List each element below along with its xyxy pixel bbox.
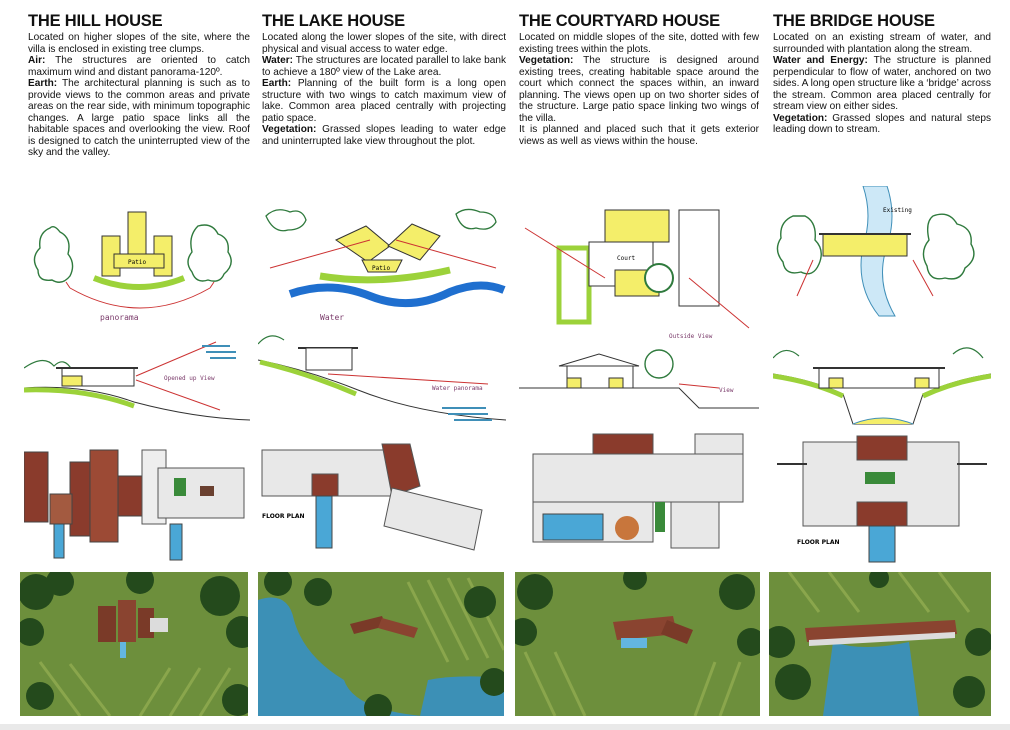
intro-text: Located along the lower slopes of the site, with direct physical and visual access to water edge.: [262, 32, 506, 55]
section-text: The structures are located parallel to lake bank to achieve a 180º view of the Lake area.: [262, 55, 506, 78]
hill-floor-plans: [24, 428, 250, 564]
house-description: [519, 32, 759, 147]
section-label: Vegetation:: [773, 112, 828, 124]
courtyard-aerial-render: [515, 572, 760, 716]
intro-text: Located on an existing stream of water, and surrounded with plantation along the stream.: [773, 32, 991, 55]
house-title: THE HILL HOUSE: [28, 12, 163, 30]
hill-aerial-render: [20, 572, 248, 716]
sketch-label-outside: Outside View: [669, 333, 713, 340]
sketch-label-patio: Patio: [372, 265, 391, 272]
lake-section-sketch: [258, 320, 506, 426]
house-description: [262, 32, 506, 147]
section-label: Earth:: [28, 78, 58, 90]
page-footer-band: [0, 724, 1010, 730]
courtyard-floor-plan: [519, 432, 759, 556]
sketch-label-view: View: [719, 387, 734, 394]
section-label: Water and Energy:: [773, 55, 868, 67]
courtyard-section-sketch: [519, 344, 759, 426]
lake-aerial-render: [258, 572, 504, 716]
section-text: The structures are oriented to catch maximum wind and distant panorama-120º.: [28, 55, 250, 78]
house-title: THE BRIDGE HOUSE: [773, 12, 935, 30]
section-label: Water:: [262, 55, 294, 67]
sketch-label-patio: Patio: [128, 259, 147, 266]
sketch-label-existing: Existing: [883, 207, 912, 214]
house-description: [773, 32, 991, 136]
section-label: Earth:: [262, 78, 292, 90]
section-label: Air:: [28, 55, 46, 67]
section-text: It is planned and placed such that it gets exterior views as well as views within the house.: [519, 124, 759, 147]
bridge-floor-plan: [773, 434, 991, 566]
house-description: [28, 32, 250, 159]
bridge-aerial-render: [769, 572, 991, 716]
house-title: THE COURTYARD HOUSE: [519, 12, 720, 30]
section-label: Vegetation:: [262, 124, 317, 136]
section-text: The structure is designed around existing trees, creating habitable space around the court which connect the spaces within, an inward planning. The views open up on two shorter sides of the structure. Large patio space linking two wings of the villa.: [519, 55, 759, 124]
hill-section-sketch: [24, 328, 250, 424]
sketch-label-panorama: panorama: [100, 313, 139, 322]
section-label: Vegetation:: [519, 55, 574, 67]
section-text: Grassed slopes leading to water edge and uninterrupted lake view throughout the plot.: [262, 124, 506, 147]
section-text: The architectural planning is such as to provide views to the common areas and private areas on the rear side, with minimum topographic changes. A large patio space links all the habitable spaces and overlooking the view. Roof is designed to catch the uninterrupted view of the sky and the valley.: [28, 78, 250, 159]
lake-concept-sketch: [260, 198, 506, 326]
hill-concept-sketch: [30, 198, 250, 326]
house-title: THE LAKE HOUSE: [262, 12, 405, 30]
bridge-section-sketch: [773, 334, 991, 426]
lake-floor-plan: [258, 438, 506, 556]
floor-plan-label: FLOOR PLAN: [797, 539, 840, 546]
section-text: Grassed slopes and natural steps leading down to stream.: [773, 112, 991, 136]
intro-text: Located on higher slopes of the site, where the villa is enclosed in existing tree clumps.: [28, 32, 250, 55]
sketch-label-view: Opened up View: [164, 375, 215, 382]
sketch-label-water: Water: [320, 313, 345, 322]
section-text: The structure is planned perpendicular to flow of water, anchored on two sides. A long open structure like a ‘bridge’ across the stream. Common area placed centrally for stream view on either sides.: [773, 55, 991, 113]
sketch-label-court: Court: [617, 255, 636, 262]
floor-plan-label: FLOOR PLAN: [262, 513, 305, 520]
bridge-concept-sketch: [773, 186, 991, 332]
intro-text: Located on middle slopes of the site, dotted with few existing trees within the plots.: [519, 32, 759, 55]
sketch-label-panorama: Water panorama: [432, 385, 483, 392]
section-text: Planning of the built form is a long open structure with two wings to catch maximum view of lake. Common area placed centrally with projecting patio space.: [262, 78, 506, 124]
courtyard-concept-sketch: [519, 188, 759, 342]
